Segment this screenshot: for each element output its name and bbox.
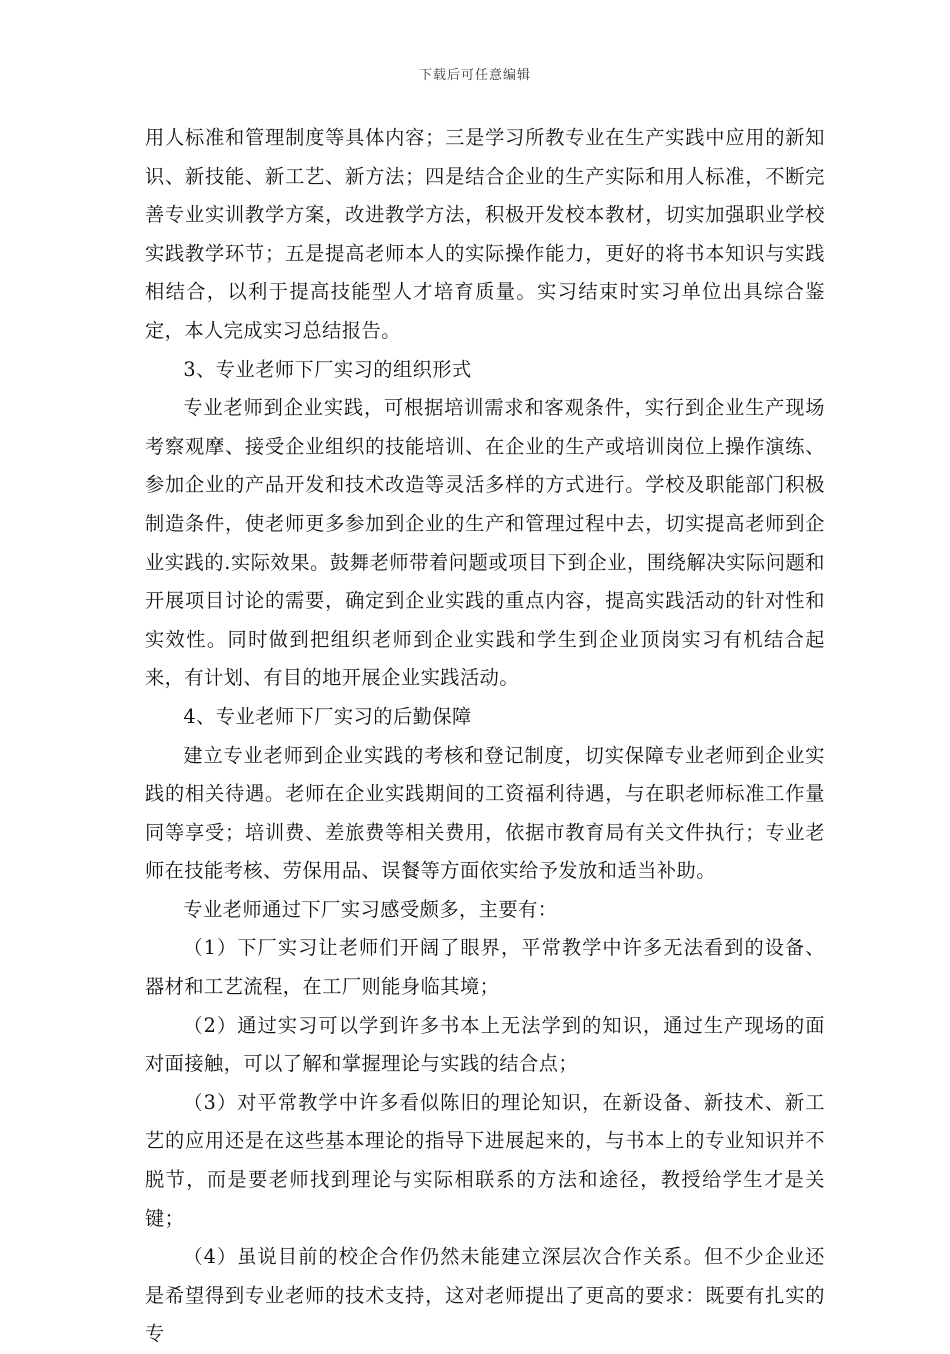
paragraph-organization: 专业老师到企业实践，可根据培训需求和客观条件，实行到企业生产现场考察观摩、接受企业组织的技能培训、在企业的生产或培训岗位上操作演练、参加企业的产品开发和技术改造等灵活多样的方式进行。学校及职能部门积极制造条件，使老师更多参加到企业的生产和管理过程中去，切实提高老师到企业实践的.实际效果。鼓舞老师带着问题或项目下到企业，围绕解决实际问题和开展项目讨论的需要，确定到企业实践的重点内容，提高实践活动的针对性和实效性。同时做到把组织老师到企业实践和学生到企业顶岗实习有机结合起来，有计划、有目的地开展企业实践活动。 xyxy=(145,396,825,690)
paragraph-feelings-intro: 专业老师通过下厂实习感受颇多，主要有： xyxy=(183,897,558,921)
list-item-2: （2）通过实习可以学到许多书本上无法学到的知识，通过生产现场的面对面接触，可以了解和掌握理论与实践的结合点； xyxy=(145,1013,825,1076)
list-item-3: （3）对平常教学中许多看似陈旧的理论知识，在新设备、新技术、新工艺的应用还是在这些基本理论的指导下进展起来的，与书本上的专业知识并不脱节，而是要老师找到理论与实际相联系的方法和途径，教授给学生才是关键； xyxy=(145,1090,825,1230)
list-item-1: （1）下厂实习让老师们开阔了眼界，平常教学中许多无法看到的设备、器材和工艺流程，在工厂则能身临其境； xyxy=(145,936,825,999)
section-heading-logistics: 4、专业老师下厂实习的后勤保障 xyxy=(183,704,472,728)
paragraph-logistics: 建立专业老师到企业实践的考核和登记制度，切实保障专业老师到企业实践的相关待遇。老师在企业实践期间的工资福利待遇，与在职老师标准工作量同等享受；培训费、差旅费等相关费用，依据市教育局有关文件执行；专业老师在技能考核、劳保用品、误餐等方面依实给予发放和适当补助。 xyxy=(145,743,825,883)
paragraph-continued: 用人标准和管理制度等具体内容；三是学习所教专业在生产实践中应用的新知识、新技能、新工艺、新方法；四是结合企业的生产实际和用人标准，不断完善专业实训教学方案，改进教学方法，积极开发校本教材，切实加强职业学校实践教学环节；五是提高老师本人的实际操作能力，更好的将书本知识与实践相结合，以利于提高技能型人才培育质量。实习结束时实习单位出具综合鉴定，本人完成实习总结报告。 xyxy=(145,126,825,342)
section-heading-organization: 3、专业老师下厂实习的组织形式 xyxy=(183,357,472,381)
list-item-4: （4）虽说目前的校企合作仍然未能建立深层次合作关系。但不少企业还是希望得到专业老师的技术支持，这对老师提出了更高的要求：既要有扎实的专 xyxy=(145,1245,825,1346)
page-header: 下载后可任意编辑 xyxy=(418,68,531,83)
document-body xyxy=(145,119,825,1354)
